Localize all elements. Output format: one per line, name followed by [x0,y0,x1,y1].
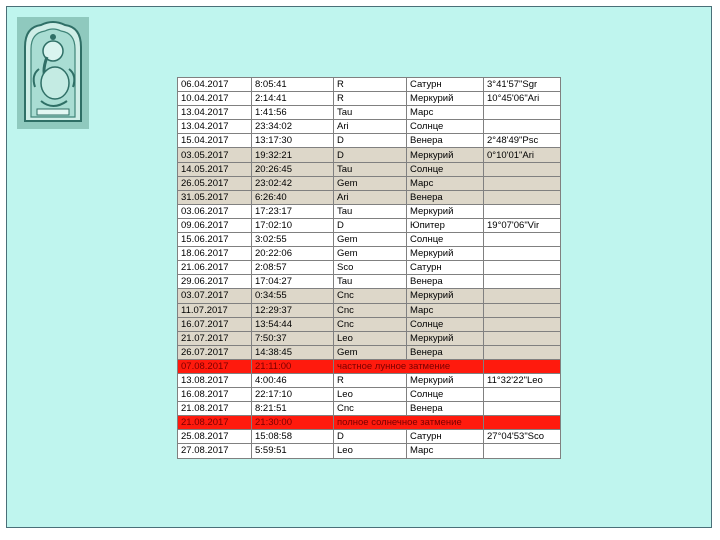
sign-cell: R [334,373,407,387]
table-row [178,345,561,359]
time-cell: 21:11:00 [252,359,334,373]
table-row [178,331,561,345]
planet-cell: Солнце [407,120,484,134]
date-cell: 10.04.2017 [178,92,252,106]
date-cell: 07.08.2017 [178,359,252,373]
table-row [178,444,561,458]
position-cell [484,303,561,317]
date-cell: 13.04.2017 [178,120,252,134]
table-row [178,275,561,289]
table-row [178,134,561,148]
position-cell [484,317,561,331]
sign-cell: Leo [334,388,407,402]
planet-cell: Меркурий [407,148,484,162]
time-cell: 8:21:51 [252,402,334,416]
position-cell: 19°07'06"Vir [484,218,561,232]
time-cell: 19:32:21 [252,148,334,162]
date-cell: 26.07.2017 [178,345,252,359]
position-cell [484,331,561,345]
planet-cell: Марс [407,444,484,458]
date-cell: 15.04.2017 [178,134,252,148]
position-cell [484,416,561,430]
date-cell: 21.08.2017 [178,416,252,430]
planet-cell: Марс [407,303,484,317]
planet-cell: Меркурий [407,289,484,303]
position-cell [484,402,561,416]
position-cell [484,120,561,134]
planet-cell: Меркурий [407,331,484,345]
table-row [178,78,561,92]
date-cell: 03.07.2017 [178,289,252,303]
table-row [178,303,561,317]
planet-cell: Меркурий [407,92,484,106]
planet-cell: Солнце [407,317,484,331]
position-cell [484,275,561,289]
time-cell: 6:26:40 [252,190,334,204]
table-row [178,120,561,134]
sign-cell: D [334,134,407,148]
time-cell: 23:02:42 [252,176,334,190]
event-cell: полное солнечное затмение [334,416,484,430]
sign-cell: R [334,92,407,106]
time-cell: 4:00:46 [252,373,334,387]
table-row [178,359,561,373]
date-cell: 18.06.2017 [178,247,252,261]
time-cell: 3:02:55 [252,233,334,247]
sign-cell: Ari [334,190,407,204]
table-row [178,402,561,416]
sign-cell: Gem [334,345,407,359]
planet-cell: Венера [407,134,484,148]
ganesha-ornament-image [17,17,89,129]
time-cell: 14:38:45 [252,345,334,359]
date-cell: 16.08.2017 [178,388,252,402]
sign-cell: Tau [334,204,407,218]
table-row [178,148,561,162]
time-cell: 22:17:10 [252,388,334,402]
position-cell [484,190,561,204]
table-row [178,92,561,106]
sign-cell: Leo [334,331,407,345]
sign-cell: Sco [334,261,407,275]
time-cell: 8:05:41 [252,78,334,92]
position-cell [484,176,561,190]
sign-cell: R [334,78,407,92]
table-row [178,247,561,261]
planet-cell: Венера [407,190,484,204]
time-cell: 23:34:02 [252,120,334,134]
sign-cell: Cnc [334,289,407,303]
position-cell: 3°41'57"Sgr [484,78,561,92]
planet-cell: Сатурн [407,430,484,444]
planet-cell: Меркурий [407,247,484,261]
position-cell [484,388,561,402]
table-row [178,190,561,204]
date-cell: 09.06.2017 [178,218,252,232]
time-cell: 20:26:45 [252,162,334,176]
event-cell: частное лунное затмение [334,359,484,373]
position-cell: 27°04'53"Sco [484,430,561,444]
position-cell [484,233,561,247]
sign-cell: Cnc [334,303,407,317]
slide [6,6,712,528]
position-cell [484,162,561,176]
planet-cell: Сатурн [407,78,484,92]
date-cell: 29.06.2017 [178,275,252,289]
time-cell: 17:02:10 [252,218,334,232]
sign-cell: Gem [334,247,407,261]
time-cell: 7:50:37 [252,331,334,345]
ephemeris-table [177,77,561,459]
planet-cell: Солнце [407,233,484,247]
table-row [178,430,561,444]
date-cell: 03.05.2017 [178,148,252,162]
planet-cell: Юпитер [407,218,484,232]
planet-cell: Меркурий [407,373,484,387]
planet-cell: Венера [407,402,484,416]
date-cell: 21.08.2017 [178,402,252,416]
planet-cell: Марс [407,176,484,190]
eclipse-ephemeris-table-wrapper [177,77,561,459]
date-cell: 03.06.2017 [178,204,252,218]
date-cell: 06.04.2017 [178,78,252,92]
date-cell: 31.05.2017 [178,190,252,204]
time-cell: 1:41:56 [252,106,334,120]
date-cell: 25.08.2017 [178,430,252,444]
table-row [178,261,561,275]
date-cell: 13.08.2017 [178,373,252,387]
sign-cell: Ari [334,120,407,134]
date-cell: 26.05.2017 [178,176,252,190]
sign-cell: D [334,218,407,232]
time-cell: 20:22:06 [252,247,334,261]
table-row [178,162,561,176]
planet-cell: Венера [407,345,484,359]
sign-cell: Tau [334,162,407,176]
planet-cell: Марс [407,106,484,120]
time-cell: 2:08:57 [252,261,334,275]
sign-cell: Cnc [334,402,407,416]
position-cell: 2°48'49"Psc [484,134,561,148]
date-cell: 16.07.2017 [178,317,252,331]
sign-cell: Gem [334,233,407,247]
time-cell: 0:34:55 [252,289,334,303]
planet-cell: Венера [407,275,484,289]
position-cell [484,106,561,120]
sign-cell: Tau [334,106,407,120]
date-cell: 11.07.2017 [178,303,252,317]
time-cell: 17:23:17 [252,204,334,218]
table-row [178,416,561,430]
position-cell: 11°32'22"Leo [484,373,561,387]
time-cell: 12:29:37 [252,303,334,317]
table-body [178,78,561,459]
table-row [178,176,561,190]
table-row [178,218,561,232]
position-cell [484,359,561,373]
sign-cell: Leo [334,444,407,458]
position-cell [484,345,561,359]
sign-cell: Cnc [334,317,407,331]
table-row [178,388,561,402]
planet-cell: Солнце [407,388,484,402]
planet-cell: Солнце [407,162,484,176]
time-cell: 5:59:51 [252,444,334,458]
table-row [178,233,561,247]
date-cell: 15.06.2017 [178,233,252,247]
date-cell: 13.04.2017 [178,106,252,120]
table-row [178,317,561,331]
planet-cell: Сатурн [407,261,484,275]
time-cell: 15:08:58 [252,430,334,444]
position-cell [484,261,561,275]
time-cell: 13:54:44 [252,317,334,331]
date-cell: 21.06.2017 [178,261,252,275]
position-cell [484,247,561,261]
time-cell: 13:17:30 [252,134,334,148]
date-cell: 14.05.2017 [178,162,252,176]
date-cell: 27.08.2017 [178,444,252,458]
date-cell: 21.07.2017 [178,331,252,345]
table-row [178,204,561,218]
position-cell: 10°45'06"Ari [484,92,561,106]
planet-cell: Меркурий [407,204,484,218]
table-row [178,106,561,120]
sign-cell: Gem [334,176,407,190]
time-cell: 17:04:27 [252,275,334,289]
sign-cell: Tau [334,275,407,289]
position-cell [484,289,561,303]
table-row [178,289,561,303]
sign-cell: D [334,430,407,444]
sign-cell: D [334,148,407,162]
time-cell: 2:14:41 [252,92,334,106]
time-cell: 21:30:00 [252,416,334,430]
table-row [178,373,561,387]
position-cell: 0°10'01"Ari [484,148,561,162]
position-cell [484,204,561,218]
position-cell [484,444,561,458]
